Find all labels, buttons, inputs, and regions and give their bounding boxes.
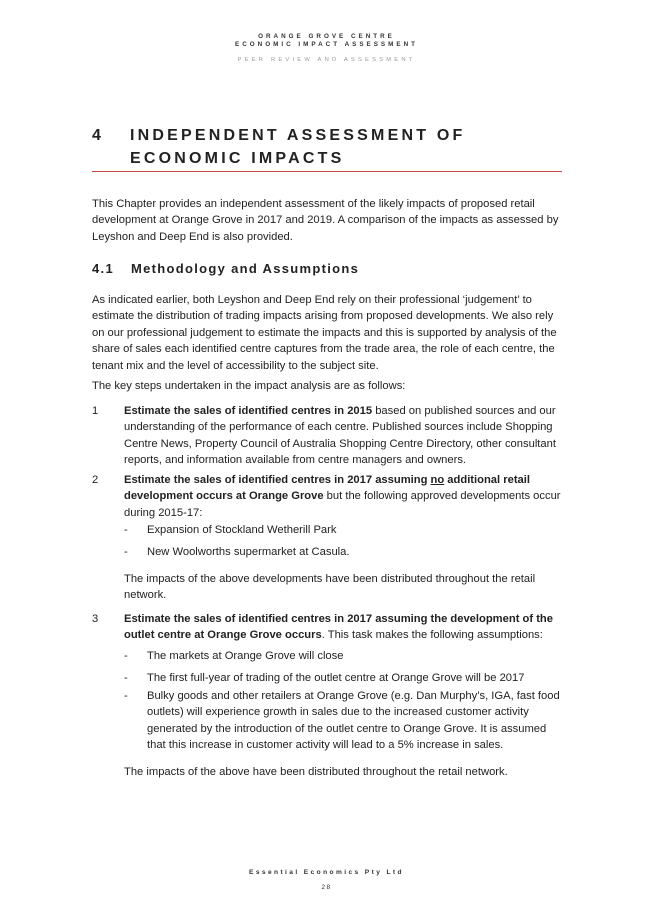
chapter-divider [92, 171, 562, 172]
bullet-dash: - [124, 690, 128, 702]
section-number: 4.1 [92, 261, 114, 276]
bullet-dash: - [124, 650, 128, 662]
step-3 [92, 611, 562, 644]
step-text: but the following approved developments occur during 2015-17: [124, 490, 561, 519]
section-heading [92, 261, 359, 276]
list-item [124, 522, 562, 538]
step-body [124, 611, 562, 644]
step-2 [92, 472, 562, 521]
step-bold-underlined: no [430, 474, 445, 486]
bullet-text: The markets at Orange Grove will close [147, 650, 344, 662]
page-number: 28 [321, 884, 332, 891]
bullet-dash: - [124, 546, 128, 558]
step-number: 3 [92, 613, 99, 625]
header-subtitle: ECONOMIC IMPACT ASSESSMENT [235, 41, 418, 48]
step-body [124, 403, 562, 469]
step-text: based on published sources and our understanding of the performance of each centre. Published sources include Shopping Centre News, Property Council of Australia Shopping Centre Directory, other consultant reports, and information available from centre managers and owners. [124, 405, 556, 467]
step-text: . This task makes the following assumptions: [321, 629, 543, 642]
list-item [124, 670, 562, 686]
list-item [124, 544, 562, 560]
key-steps-intro: The key steps undertaken in the impact analysis are as follows: [92, 380, 406, 392]
chapter-title: INDEPENDENT ASSESSMENT OF ECONOMIC IMPACTS [130, 127, 466, 167]
footer-company: Essential Economics Pty Ltd [249, 869, 404, 876]
bullet-text: Expansion of Stockland Wetherill Park [147, 524, 337, 536]
step-note: The impacts of the above developments have been distributed throughout the retail network. [124, 573, 536, 602]
step-bold-part: additional retail development occurs at Orange Grove [124, 474, 530, 503]
step-bold: Estimate the sales of identified centres in 2017 assuming the development of the outlet centre at Orange Grove occurs [124, 613, 553, 642]
step-number: 2 [92, 474, 99, 486]
step-body [124, 472, 562, 521]
step-bold: Estimate the sales of identified centres in 2015 [124, 405, 373, 417]
bullet-dash: - [124, 672, 128, 684]
bullet-text: Bulky goods and other retailers at Orange Grove (e.g. Dan Murphy’s, IGA, fast food outlets) will experience growth in sales due to the increased customer activity generated by the introduction of the outlet centre to Orange Grove. It is assumed that this increase in customer activity will lead to a 5% increase in sales. [147, 690, 560, 752]
step-note: The impacts of the above have been distributed throughout the retail network. [124, 766, 508, 778]
intro-paragraph: This Chapter provides an independent assessment of the likely impacts of proposed retail development at Orange Grove in 2017 and 2019. A comparison of the impacts as assessed by Leyshon and Deep End is also provided. [92, 198, 559, 243]
bullet-text: The first full-year of trading of the outlet centre at Orange Grove will be 2017 [147, 672, 525, 684]
list-item [124, 688, 562, 754]
header-section-label: PEER REVIEW AND ASSESSMENT [237, 57, 416, 63]
list-item [124, 648, 562, 664]
step-bold-part: Estimate the sales of identified centres in 2017 assuming [124, 474, 431, 486]
section-title: Methodology and Assumptions [131, 261, 360, 276]
chapter-heading [92, 124, 562, 170]
chapter-number: 4 [92, 127, 105, 144]
bullet-dash: - [124, 524, 128, 536]
step-number: 1 [92, 405, 99, 417]
step-1 [92, 403, 562, 469]
methodology-paragraph: As indicated earlier, both Leyshon and Deep End rely on their professional ‘judgement’ to estimate the distribution of trading impacts arising from proposed developments. We also rely on our professional judgement to estimate the impacts and this is supported by analysis of the share of sales each identified centre captures from the trade area, the role of each centre, the tenant mix and the level of accessibility to the subject site. [92, 294, 557, 372]
header-title: ORANGE GROVE CENTRE [258, 33, 395, 40]
bullet-text: New Woolworths supermarket at Casula. [147, 546, 350, 558]
